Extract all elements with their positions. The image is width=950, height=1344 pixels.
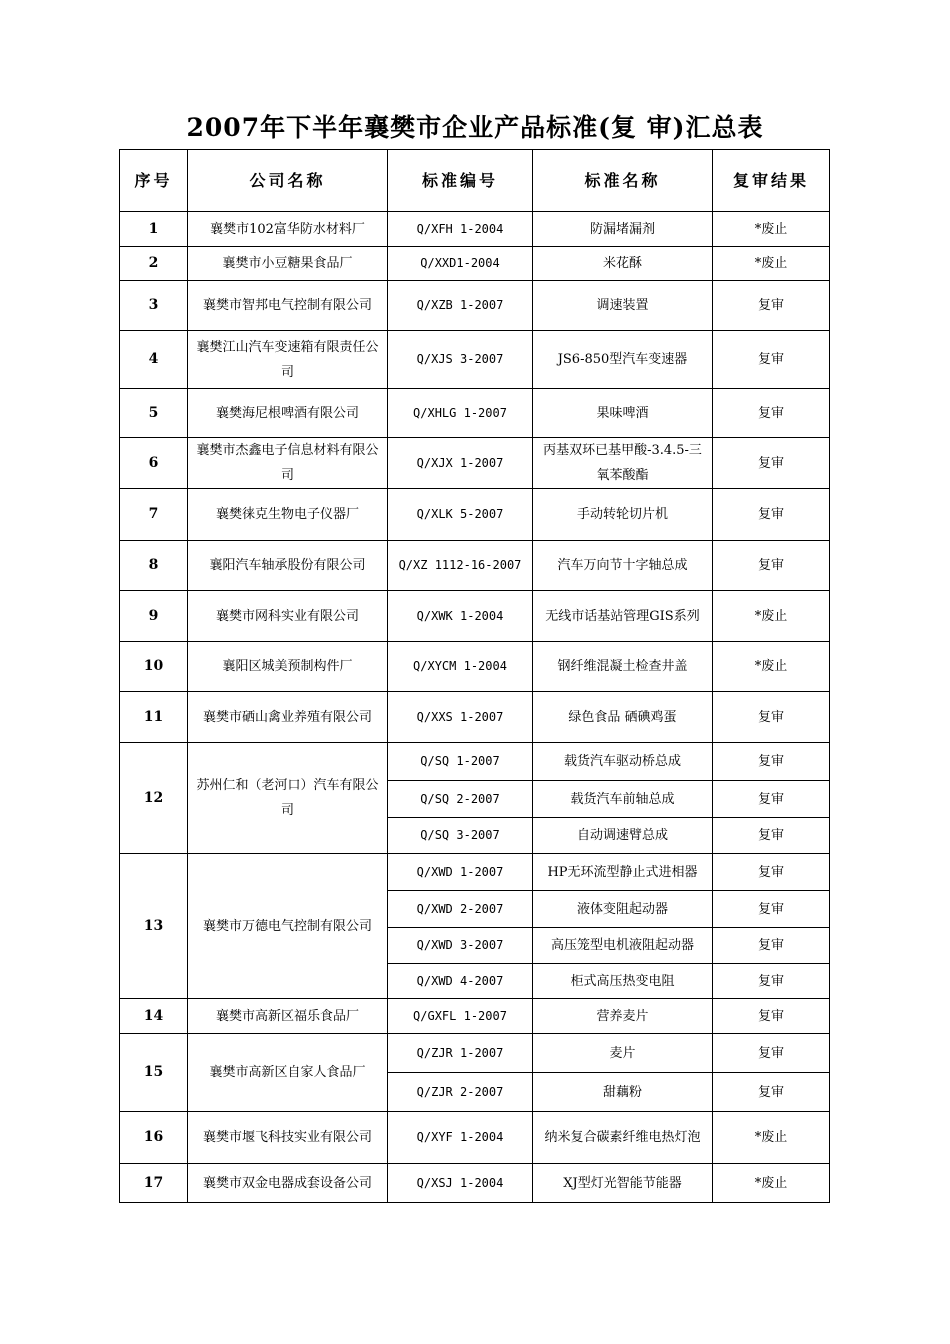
cell-standard-name: 米花酥 <box>533 247 713 281</box>
table-row <box>120 854 830 891</box>
cell-standard-name: 自动调速臂总成 <box>533 818 713 854</box>
table-row <box>120 541 830 591</box>
table-row <box>120 281 830 331</box>
table-row <box>120 331 830 389</box>
cell-company: 襄樊市双金电器成套设备公司 <box>188 1164 388 1203</box>
cell-seq: 11 <box>120 692 188 743</box>
cell-standard-code: Q/XWD 4-2007 <box>388 964 533 999</box>
cell-standard-code: Q/XSJ 1-2004 <box>388 1164 533 1203</box>
cell-company: 襄樊市网科实业有限公司 <box>188 591 388 642</box>
cell-seq: 3 <box>120 281 188 331</box>
cell-seq: 14 <box>120 999 188 1034</box>
cell-standard-code: Q/ZJR 2-2007 <box>388 1073 533 1112</box>
cell-review-result: 复审 <box>713 964 830 999</box>
cell-seq: 4 <box>120 331 188 389</box>
table-row <box>120 692 830 743</box>
cell-seq: 16 <box>120 1112 188 1164</box>
table-row <box>120 489 830 541</box>
cell-seq: 15 <box>120 1034 188 1112</box>
header-name: 标准名称 <box>533 150 713 212</box>
cell-review-result: 复审 <box>713 1034 830 1073</box>
cell-review-result: 复审 <box>713 438 830 489</box>
cell-seq: 2 <box>120 247 188 281</box>
cell-review-result: 复审 <box>713 781 830 818</box>
cell-standard-code: Q/SQ 3-2007 <box>388 818 533 854</box>
cell-review-result: 复审 <box>713 389 830 438</box>
cell-standard-name: 液体变阻起动器 <box>533 891 713 928</box>
table-row <box>120 642 830 692</box>
cell-standard-name: 无线市话基站管理GIS系列 <box>533 591 713 642</box>
table-row <box>120 438 830 489</box>
cell-standard-name: 载货汽车前轴总成 <box>533 781 713 818</box>
cell-review-result: 复审 <box>713 1073 830 1112</box>
cell-company: 襄樊海尼根啤酒有限公司 <box>188 389 388 438</box>
header-code: 标准编号 <box>388 150 533 212</box>
header-company: 公司名称 <box>188 150 388 212</box>
cell-standard-name: 丙基双环已基甲酸-3.4.5-三氧苯酸酯 <box>533 438 713 489</box>
table-row <box>120 591 830 642</box>
cell-review-result: *废止 <box>713 1112 830 1164</box>
cell-review-result: 复审 <box>713 928 830 964</box>
cell-review-result: *废止 <box>713 212 830 247</box>
cell-standard-code: Q/XWD 3-2007 <box>388 928 533 964</box>
page-title: 2007年下半年襄樊市企业产品标准(复 审)汇总表 <box>186 113 764 142</box>
cell-company: 襄阳汽车轴承股份有限公司 <box>188 541 388 591</box>
standards-table <box>119 149 830 1203</box>
cell-review-result: 复审 <box>713 854 830 891</box>
table-row <box>120 389 830 438</box>
cell-company: 襄樊市智邦电气控制有限公司 <box>188 281 388 331</box>
cell-seq: 5 <box>120 389 188 438</box>
header-row <box>120 150 830 212</box>
table-body <box>120 212 830 1203</box>
cell-standard-code: Q/XJX 1-2007 <box>388 438 533 489</box>
cell-company: 襄樊市硒山禽业养殖有限公司 <box>188 692 388 743</box>
cell-standard-name: JS6-850型汽车变速器 <box>533 331 713 389</box>
cell-company: 襄阳区城美预制构件厂 <box>188 642 388 692</box>
cell-standard-code: Q/XXS 1-2007 <box>388 692 533 743</box>
cell-seq: 6 <box>120 438 188 489</box>
cell-standard-name: 柜式高压热变电阻 <box>533 964 713 999</box>
cell-standard-code: Q/XFH 1-2004 <box>388 212 533 247</box>
table-row <box>120 247 830 281</box>
cell-standard-name: 果味啤酒 <box>533 389 713 438</box>
cell-standard-name: 麦片 <box>533 1034 713 1073</box>
cell-standard-code: Q/SQ 2-2007 <box>388 781 533 818</box>
cell-standard-code: Q/XWD 2-2007 <box>388 891 533 928</box>
table-row <box>120 212 830 247</box>
cell-review-result: *废止 <box>713 642 830 692</box>
cell-review-result: *废止 <box>713 247 830 281</box>
cell-standard-code: Q/XWK 1-2004 <box>388 591 533 642</box>
cell-review-result: 复审 <box>713 281 830 331</box>
table-row <box>120 743 830 781</box>
cell-standard-name: XJ型灯光智能节能器 <box>533 1164 713 1203</box>
cell-seq: 7 <box>120 489 188 541</box>
cell-company: 襄樊市堰飞科技实业有限公司 <box>188 1112 388 1164</box>
cell-company: 襄樊市102富华防水材料厂 <box>188 212 388 247</box>
cell-standard-name: 钢纤维混凝土检查井盖 <box>533 642 713 692</box>
table-row <box>120 999 830 1034</box>
cell-company: 襄樊徕克生物电子仪器厂 <box>188 489 388 541</box>
cell-company: 襄樊市杰鑫电子信息材料有限公司 <box>188 438 388 489</box>
cell-seq: 17 <box>120 1164 188 1203</box>
cell-seq: 10 <box>120 642 188 692</box>
cell-standard-name: 甜藕粉 <box>533 1073 713 1112</box>
cell-standard-name: 调速装置 <box>533 281 713 331</box>
cell-review-result: 复审 <box>713 999 830 1034</box>
cell-review-result: 复审 <box>713 743 830 781</box>
cell-seq: 9 <box>120 591 188 642</box>
cell-seq: 1 <box>120 212 188 247</box>
cell-standard-code: Q/XWD 1-2007 <box>388 854 533 891</box>
table-row <box>120 1164 830 1203</box>
cell-seq: 13 <box>120 854 188 999</box>
cell-review-result: *废止 <box>713 1164 830 1203</box>
cell-review-result: 复审 <box>713 541 830 591</box>
cell-company: 苏州仁和（老河口）汽车有限公司 <box>188 743 388 854</box>
cell-standard-code: Q/XHLG 1-2007 <box>388 389 533 438</box>
cell-standard-name: 纳米复合碳素纤维电热灯泡 <box>533 1112 713 1164</box>
header-result: 复审结果 <box>713 150 830 212</box>
cell-seq: 8 <box>120 541 188 591</box>
cell-standard-name: 防漏堵漏剂 <box>533 212 713 247</box>
cell-standard-code: Q/GXFL 1-2007 <box>388 999 533 1034</box>
table-row <box>120 1034 830 1073</box>
cell-standard-name: 载货汽车驱动桥总成 <box>533 743 713 781</box>
cell-review-result: 复审 <box>713 692 830 743</box>
cell-standard-code: Q/XZ 1112-16-2007 <box>388 541 533 591</box>
cell-standard-code: Q/XJS 3-2007 <box>388 331 533 389</box>
table-row <box>120 1112 830 1164</box>
cell-standard-name: 营养麦片 <box>533 999 713 1034</box>
cell-standard-name: 手动转轮切片机 <box>533 489 713 541</box>
cell-standard-name: HP无环流型静止式进相器 <box>533 854 713 891</box>
header-seq: 序号 <box>120 150 188 212</box>
cell-standard-name: 汽车万向节十字轴总成 <box>533 541 713 591</box>
cell-company: 襄樊市万德电气控制有限公司 <box>188 854 388 999</box>
cell-standard-name: 高压笼型电机液阻起动器 <box>533 928 713 964</box>
cell-review-result: 复审 <box>713 891 830 928</box>
cell-standard-code: Q/XXD1-2004 <box>388 247 533 281</box>
cell-company: 襄樊市高新区福乐食品厂 <box>188 999 388 1034</box>
cell-company: 襄樊市小豆糖果食品厂 <box>188 247 388 281</box>
cell-review-result: 复审 <box>713 818 830 854</box>
cell-standard-code: Q/SQ 1-2007 <box>388 743 533 781</box>
cell-review-result: *废止 <box>713 591 830 642</box>
cell-seq: 12 <box>120 743 188 854</box>
cell-standard-name: 绿色食品 硒碘鸡蛋 <box>533 692 713 743</box>
cell-review-result: 复审 <box>713 331 830 389</box>
cell-standard-code: Q/XLK 5-2007 <box>388 489 533 541</box>
cell-standard-code: Q/XYCM 1-2004 <box>388 642 533 692</box>
cell-standard-code: Q/XZB 1-2007 <box>388 281 533 331</box>
cell-standard-code: Q/XYF 1-2004 <box>388 1112 533 1164</box>
cell-standard-code: Q/ZJR 1-2007 <box>388 1034 533 1073</box>
cell-company: 襄樊江山汽车变速箱有限责任公司 <box>188 331 388 389</box>
cell-company: 襄樊市高新区自家人食品厂 <box>188 1034 388 1112</box>
cell-review-result: 复审 <box>713 489 830 541</box>
